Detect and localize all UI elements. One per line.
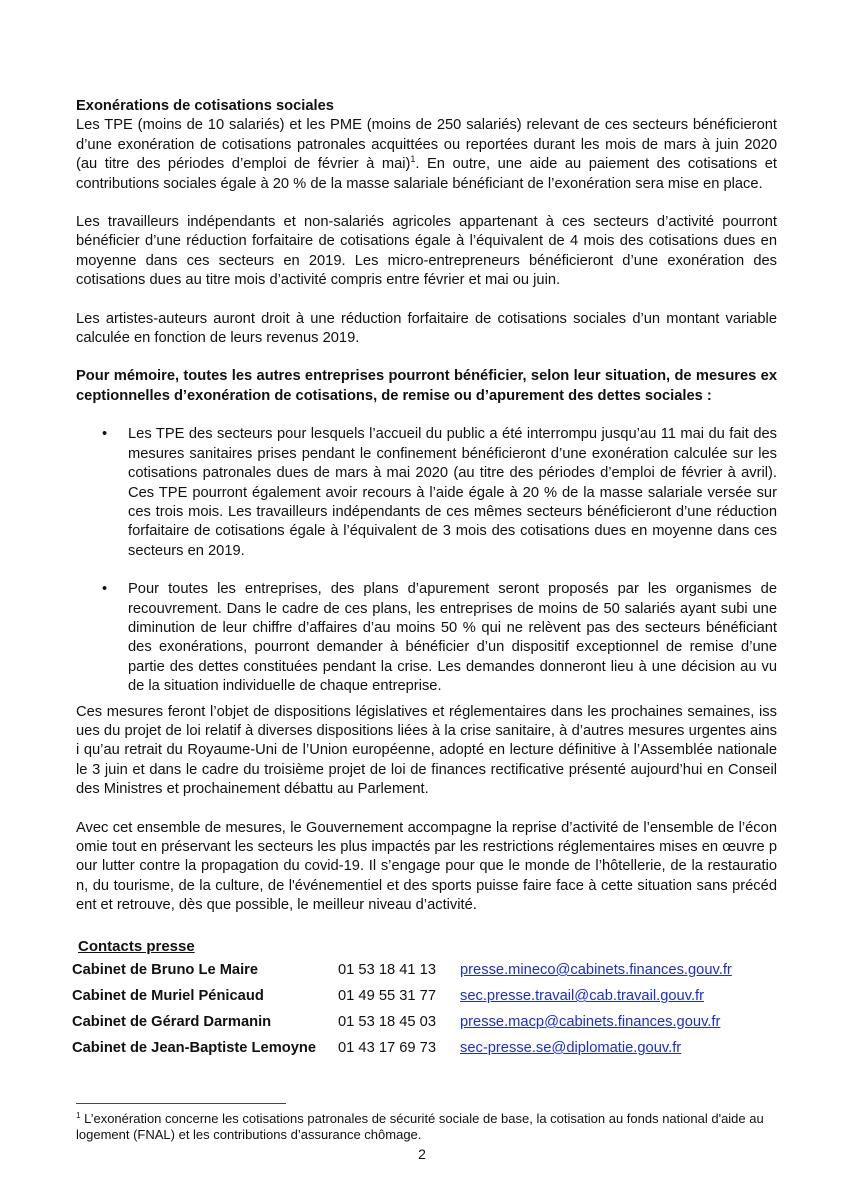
paragraph-dispositions: Ces mesures feront l’objet de dispositions législatives et réglementaires dans les prochaines semaines, issues du projet de loi relatif à diverses dispositions liées à la crise sanitaire, à d’autres mesures urgentes ainsi qu’au retrait du Royaume-Uni de l’Union européenne, adopté en lecture définitive à l’Assemblée nationale le 3 juin et dans le cadre du troisième projet de loi de finances rectificative présenté aujourd’hui en Conseil des Ministres et prochainement débattu au Parlement.: [76, 703, 777, 798]
contact-email-link[interactable]: sec.presse.travail@cab.travail.gouv.fr: [460, 988, 705, 1004]
contact-email-link[interactable]: presse.mineco@cabinets.finances.gouv.fr: [460, 962, 732, 978]
contact-phone: 01 43 17 69 73: [338, 1040, 437, 1056]
contact-email-link[interactable]: presse.macp@cabinets.finances.gouv.fr: [460, 1014, 721, 1030]
paragraph-exonerations: [76, 116, 777, 194]
section-heading: Exonérations de cotisations sociales: [76, 98, 334, 114]
footnote-reference[interactable]: 1: [410, 154, 416, 165]
contacts-title: Contacts presse: [78, 938, 195, 955]
page-number: 2: [418, 1146, 426, 1162]
paragraph-exonerations-text: Les TPE (moins de 10 salariés) et les PME (moins de 250 salariés) relevant de ces secteurs bénéficieront d’une exonération de cotisations patronales acquittées ou reportées durant les mois de mars à juin 2020 (au titre des périodes d’emploi de février à mai): [76, 117, 777, 173]
list-item: [76, 425, 777, 561]
contact-phone: 01 49 55 31 77: [338, 988, 437, 1004]
list-item-text: Pour toutes les entreprises, des plans d’apurement seront proposés par les organismes de recouvrement. Dans le cadre de ces plans, les entreprises de moins de 50 salariés ayant subi une diminution de leur chiffre d’affaires d’au moins 50 % qui ne relèvent pas des secteurs bénéficiant des exonérations, pourront demander à bénéficier d’un dispositif exceptionnel de remise d’une partie des dettes constituées pendant la crise. Les demandes donneront lieu à une décision au vu de la situation individuelle de chaque entreprise.: [128, 581, 777, 695]
footnote-mark: 1: [76, 1111, 81, 1120]
contacts-table: [72, 962, 732, 1066]
footnote-divider: [76, 1103, 286, 1104]
table-row: [72, 1040, 732, 1066]
table-row: [72, 962, 732, 988]
paragraph-pour-memoire: Pour mémoire, toutes les autres entreprises pourront bénéficier, selon leur situation, de mesures exceptionnelles d’exonération de cotisations, de remise ou d’apurement des dettes sociales :: [76, 368, 777, 404]
contact-phone: 01 53 18 45 03: [338, 1014, 437, 1030]
list-item-text: Les TPE des secteurs pour lesquels l’accueil du public a été interrompu jusqu’au 11 mai du fait des mesures sanitaires prises pendant le confinement bénéficieront d’une exonération calculée sur les cotisations patronales dues de mars à mai 2020 (au titre des périodes d’emploi de février à avril). Ces TPE pourront également avoir recours à l’aide égale à 20 % de la masse salariale versée sur ces trois mois. Les travailleurs indépendants de ces mêmes secteurs bénéficieront d’une réduction forfaitaire de cotisations égale à l’équivalent de 3 mois des cotisations dues en moyenne dans ces secteurs en 2019.: [128, 426, 777, 559]
paragraph-exonerations-continued: . En outre, une aide au paiement des cotisations et contributions sociales égale à 20 % de la masse salariale bénéficiant de l’exonération sera mise en place.: [76, 156, 777, 192]
footnote-text: L’exonération concerne les cotisations patronales de sécurité sociale de base, la cotisation au fonds national d'aide au logement (FNAL) et les contributions d’assurance chômage.: [76, 1111, 764, 1142]
footnote: [76, 1111, 779, 1143]
bullet-icon: •: [102, 426, 108, 443]
document-body: [76, 97, 777, 916]
contact-name: Cabinet de Bruno Le Maire: [72, 962, 259, 978]
contact-name: Cabinet de Gérard Darmanin: [72, 1014, 272, 1030]
table-row: [72, 988, 732, 1014]
measures-list: [76, 425, 777, 696]
paragraph-artistes-auteurs: Les artistes-auteurs auront droit à une réduction forfaitaire de cotisations sociales d’un montant variable calculée en fonction de leurs revenus 2019.: [76, 310, 777, 347]
bullet-icon: •: [102, 581, 108, 598]
contact-email-link[interactable]: sec-presse.se@diplomatie.gouv.fr: [460, 1040, 682, 1056]
paragraph-conclusion: Avec cet ensemble de mesures, le Gouvernement accompagne la reprise d’activité de l’ensemble de l’économie tout en préservant les secteurs les plus impactés par les restrictions réglementaires mises en œuvre pour lutter contre la propagation du covid-19. Il s’engage pour que le monde de l’hôtellerie, de la restauration, du tourisme, de la culture, de l'événementiel et des sports puisse faire face à cette situation sans précédent et retrouve, dès que possible, le meilleur niveau d’activité.: [76, 819, 777, 914]
contact-name: Cabinet de Jean-Baptiste Lemoyne: [72, 1040, 317, 1056]
table-row: [72, 1014, 732, 1040]
paragraph-independants: Les travailleurs indépendants et non-salariés agricoles appartenant à ces secteurs d’activité pourront bénéficier d’une réduction forfaitaire de cotisations égale à l’équivalent de 4 mois des cotisations dues en moyenne dans ces secteurs en 2019. Les micro-entrepreneurs bénéficieront d’une exonération des cotisations dues au titre mois d’activité compris entre février et mai ou juin.: [76, 214, 777, 289]
list-item: [76, 580, 777, 696]
contact-phone: 01 53 18 41 13: [338, 962, 437, 978]
contact-name: Cabinet de Muriel Pénicaud: [72, 988, 264, 1004]
